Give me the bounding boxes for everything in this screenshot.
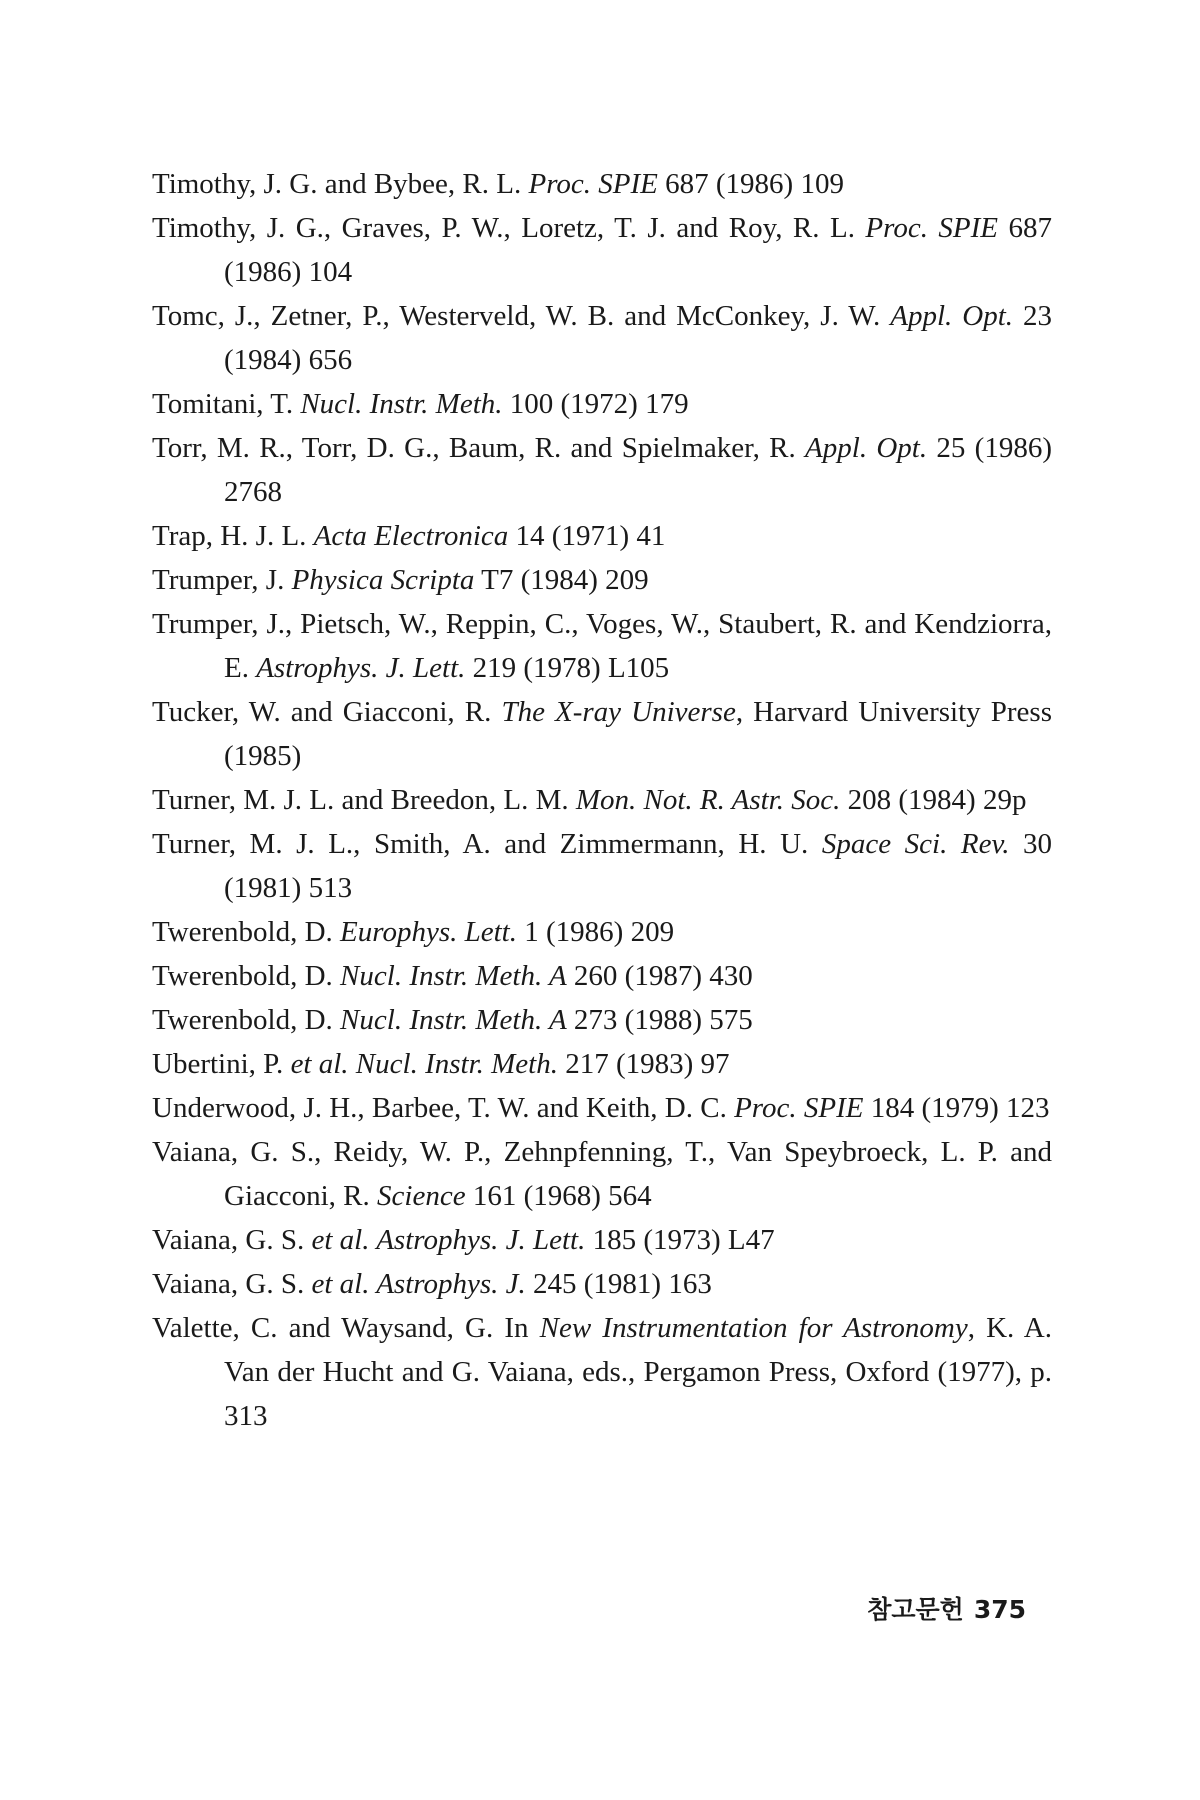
ref-journal: Astrophys. J. Lett. (256, 652, 466, 684)
ref-journal: Europhys. Lett. (340, 916, 517, 948)
ref-authors: Trap, H. J. L. (152, 520, 314, 552)
ref-details: 687 (1986) 109 (657, 168, 844, 200)
ref-authors: Vaiana, G. S. (152, 1268, 312, 1300)
ref-authors: Vaiana, G. S. (152, 1224, 312, 1256)
reference-entry (152, 1042, 1052, 1086)
reference-entry (152, 822, 1052, 910)
ref-journal: New Instrumentation for Astronomy (539, 1312, 968, 1344)
ref-details: 100 (1972) 179 (502, 388, 689, 420)
ref-authors: Tucker, W. and Giacconi, R. (152, 696, 502, 728)
ref-details: 23 (1984) 656 (224, 300, 1053, 376)
page-footer (867, 1590, 1026, 1626)
ref-journal: Appl. Opt. (890, 300, 1014, 332)
ref-authors: Turner, M. J. L., Smith, A. and Zimmermann, H. U. (152, 828, 822, 860)
ref-journal: Mon. Not. R. Astr. Soc. (575, 784, 841, 816)
reference-entry (152, 1218, 1052, 1262)
ref-authors: Underwood, J. H., Barbee, T. W. and Keith, D. C. (152, 1092, 735, 1124)
ref-journal: et al. Nucl. Instr. Meth. (290, 1048, 558, 1080)
ref-journal: et al. Astrophys. J. Lett. (311, 1224, 586, 1256)
reference-entry (152, 206, 1052, 294)
ref-details: 1 (1986) 209 (517, 916, 675, 948)
ref-details: 30 (1981) 513 (224, 828, 1053, 904)
ref-authors: Vaiana, G. S., Reidy, W. P., Zehnpfenning, T., Van Speybroeck, L. P. and Giacconi, R. (152, 1136, 1052, 1212)
ref-authors: Torr, M. R., Torr, D. G., Baum, R. and Spielmaker, R. (152, 432, 806, 464)
reference-entry (152, 602, 1052, 690)
ref-details: 25 (1986) 2768 (224, 432, 1052, 508)
reference-list (152, 162, 1052, 1438)
reference-entry (152, 1262, 1052, 1306)
ref-details: 14 (1971) 41 (508, 520, 666, 552)
ref-journal: Proc. SPIE (865, 212, 999, 244)
reference-entry (152, 1086, 1052, 1130)
reference-entry (152, 1130, 1052, 1218)
ref-authors: Ubertini, P. (152, 1048, 291, 1080)
reference-entry (152, 690, 1052, 778)
ref-journal: Proc. SPIE (528, 168, 658, 200)
ref-journal: Nucl. Instr. Meth. A (340, 960, 567, 992)
ref-details: 208 (1984) 29p (840, 784, 1027, 816)
ref-authors: Twerenbold, D. (152, 1004, 341, 1036)
ref-journal: Science (377, 1180, 466, 1212)
ref-authors: Tomitani, T. (152, 388, 301, 420)
ref-authors: Valette, C. and Waysand, G. In (152, 1312, 540, 1344)
ref-authors: Trumper, J. (152, 564, 292, 596)
ref-details: 184 (1979) 123 (863, 1092, 1050, 1124)
ref-journal: Nucl. Instr. Meth. (300, 388, 503, 420)
ref-authors: Trumper, J., Pietsch, W., Reppin, C., Voges, W., Staubert, R. and Kendziorra, E. (152, 608, 1052, 684)
ref-authors: Timothy, J. G., Graves, P. W., Loretz, T. J. and Roy, R. L. (152, 212, 866, 244)
ref-details: 687 (1986) 104 (224, 212, 1052, 288)
reference-entry (152, 426, 1052, 514)
page-number: 375 (973, 1595, 1026, 1624)
reference-entry (152, 910, 1052, 954)
ref-details: 217 (1983) 97 (557, 1048, 730, 1080)
section-title: 참고문헌 (867, 1595, 964, 1624)
ref-details: 273 (1988) 575 (566, 1004, 753, 1036)
ref-journal: et al. Astrophys. J. (311, 1268, 526, 1300)
ref-journal: Physica Scripta (291, 564, 475, 596)
ref-details: 219 (1978) L105 (465, 652, 670, 684)
ref-details: 260 (1987) 430 (566, 960, 753, 992)
ref-authors: Twerenbold, D. (152, 960, 341, 992)
reference-entry (152, 294, 1052, 382)
reference-entry (152, 162, 1052, 206)
ref-authors: Timothy, J. G. and Bybee, R. L. (152, 168, 529, 200)
ref-authors: Twerenbold, D. (152, 916, 341, 948)
ref-details: , Harvard University Press (1985) (224, 696, 1052, 772)
ref-details: T7 (1984) 209 (474, 564, 649, 596)
ref-journal: Acta Electronica (313, 520, 509, 552)
reference-entry (152, 558, 1052, 602)
reference-entry (152, 382, 1052, 426)
ref-authors: Turner, M. J. L. and Breedon, L. M. (152, 784, 576, 816)
ref-details: , K. A. Van der Hucht and G. Vaiana, eds., Pergamon Press, Oxford (1977), p. 313 (224, 1312, 1052, 1432)
ref-journal: Nucl. Instr. Meth. A (340, 1004, 567, 1036)
reference-entry (152, 778, 1052, 822)
ref-details: 161 (1968) 564 (465, 1180, 652, 1212)
ref-journal: Proc. SPIE (734, 1092, 864, 1124)
ref-details: 245 (1981) 163 (525, 1268, 712, 1300)
ref-journal: Appl. Opt. (805, 432, 928, 464)
ref-journal: Space Sci. Rev. (821, 828, 1010, 860)
ref-details: 185 (1973) L47 (585, 1224, 775, 1256)
ref-journal: The X-ray Universe (501, 696, 736, 728)
reference-entry (152, 998, 1052, 1042)
ref-authors: Tomc, J., Zetner, P., Westerveld, W. B. and McConkey, J. W. (152, 300, 891, 332)
reference-entry (152, 514, 1052, 558)
reference-entry (152, 954, 1052, 998)
reference-entry (152, 1306, 1052, 1438)
